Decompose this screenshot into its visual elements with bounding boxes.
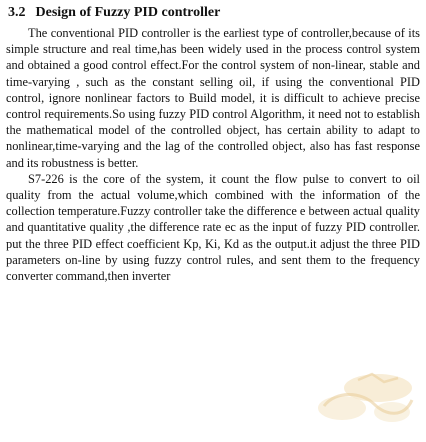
section-number: 3.2 xyxy=(8,5,26,20)
watermark-stamp xyxy=(266,370,416,428)
paper-page xyxy=(6,4,420,284)
body-paragraph-1: The conventional PID controller is the earliest type of controller,because of its simple structure and real time,has been widely used in the process control system and obtained a good control effect.For the control system of non-linear, stable and time-varying , such as the constant selling oil, if using the conventional PID control, ignore nonlinear factors to Build model, it is difficult to achieve precise control requirements.So using fuzzy PID control Algorithm, it need not to establish the mathematical model of the controlled object, has certain ability to adapt to nonlinear,time-varying and the lag of the controlled object, also has fast response and its robustness is better. xyxy=(6,26,420,170)
section-title: Design of Fuzzy PID controller xyxy=(35,5,221,20)
section-heading xyxy=(8,4,420,21)
body-paragraph-2: S7-226 is the core of the system, it count the flow pulse to convert to oil quality from the actual volume,which combined with the information of the collection temperature.Fuzzy controller take the difference e between actual quality and quantitative quality ,the difference rate ec as the input of fuzzy PID controller. put the three PID effect coefficient Kp, Ki, Kd as the output.it adjust the three PID parameters on-line by using fuzzy control rules, and sent them to the frequency converter command,then inverter xyxy=(6,171,420,284)
